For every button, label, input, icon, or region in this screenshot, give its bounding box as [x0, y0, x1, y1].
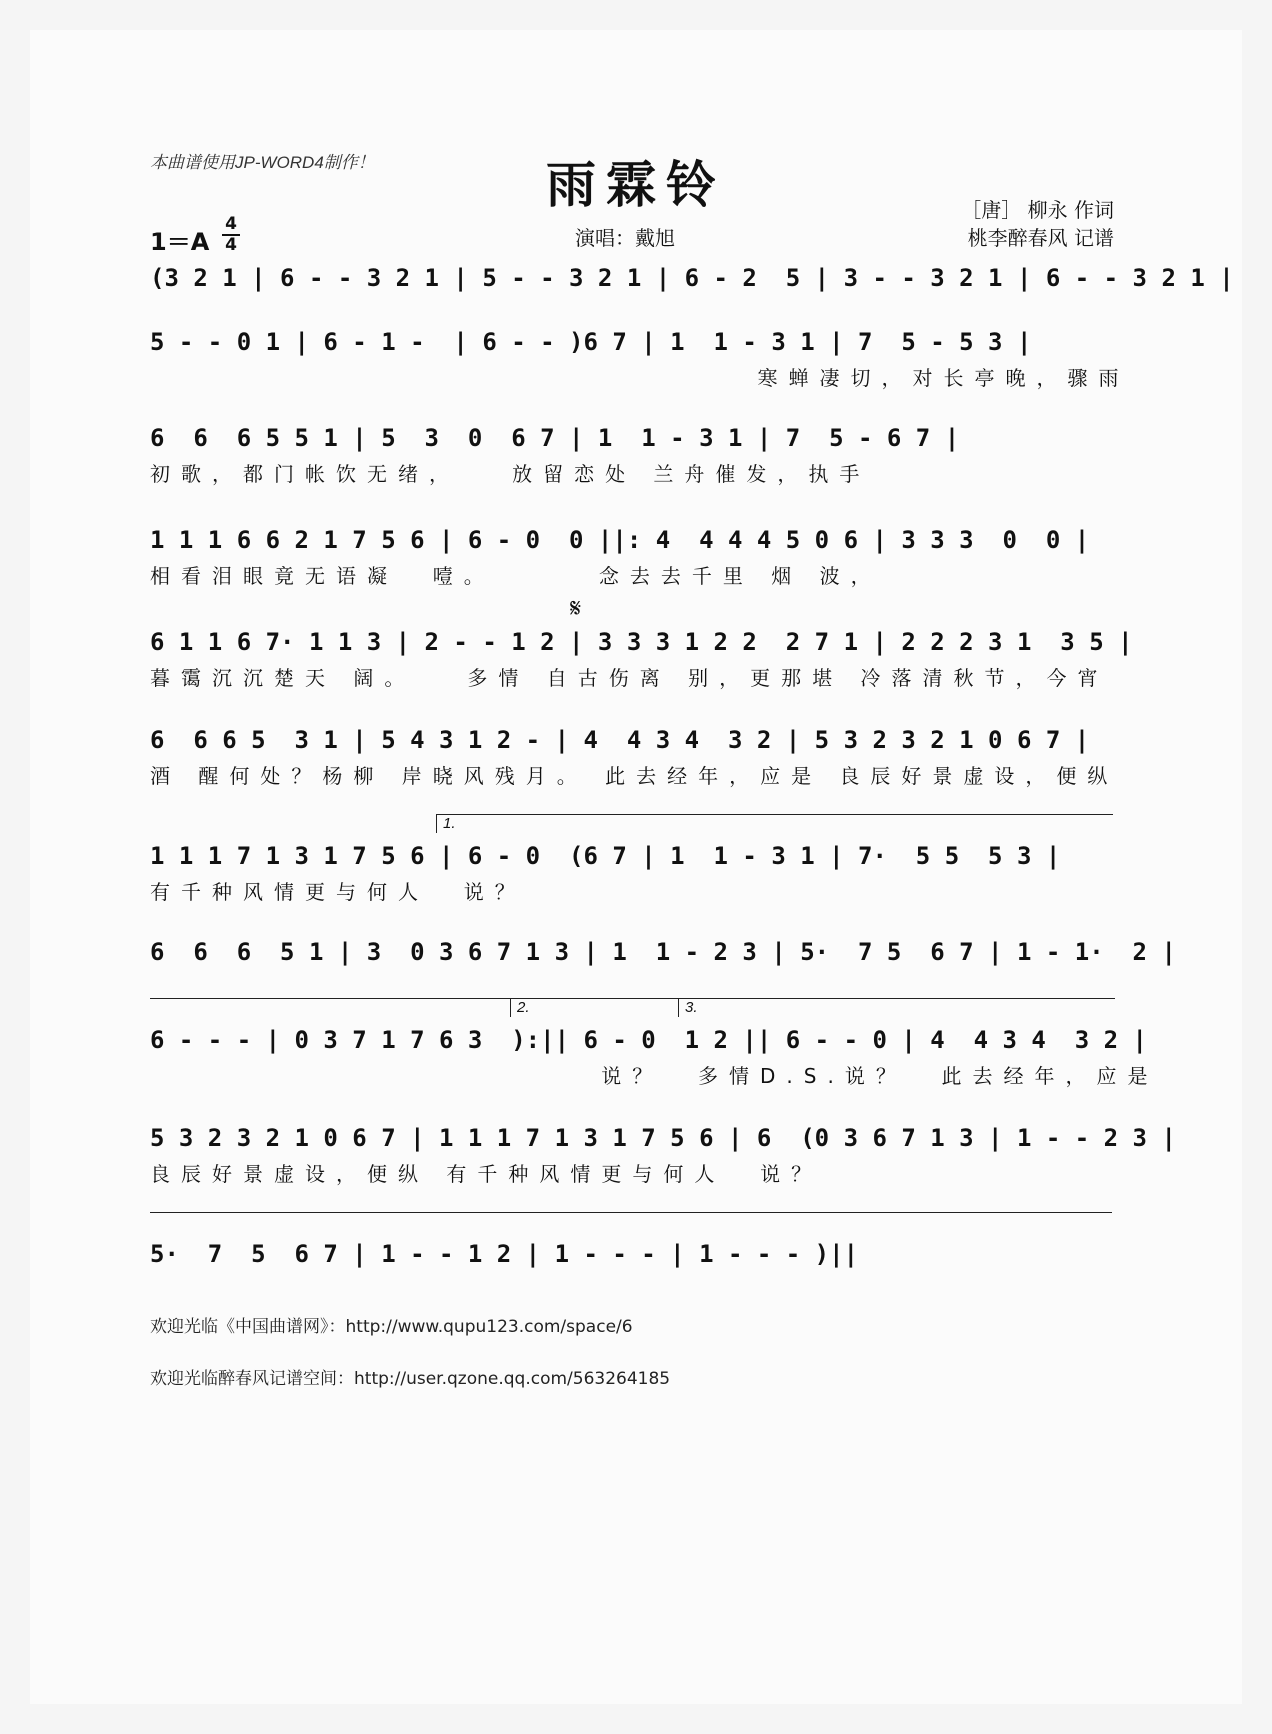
- system-11: [150, 1234, 1112, 1274]
- lyrics-line: 寒蝉凄切，对长亭晚，骤雨: [150, 366, 1130, 390]
- volta-continuation-line: [150, 1212, 1112, 1213]
- system-10: [150, 1118, 1176, 1190]
- key-signature: 1＝A: [150, 228, 210, 256]
- lyrics-line: 酒 醒何处？杨柳 岸晓风残月。 此去经年，应是 良辰好景虚设，便纵: [150, 764, 1119, 788]
- notes-line: 5 3 2 3 2 1 0 6 7 | 1 1 1 7 1 3 1 7 5 6 | 6 (0 3 6 7 1 3 | 1 - - 2 3 |: [150, 1124, 1176, 1152]
- system-8: [150, 932, 1176, 972]
- lyrics-line: 良辰好景虚设，便纵 有千种风情更与何人 说？: [150, 1162, 823, 1186]
- song-title: 雨霖铃: [546, 155, 726, 214]
- software-credit: 本曲谱使用JP-WORD4制作！: [150, 153, 375, 172]
- notes-line: 1 1 1 7 1 3 1 7 5 6 | 6 - 0 (6 7 | 1 1 - 3 1 | 7· 5 5 5 3 |: [150, 842, 1061, 870]
- volta-first-ending: [436, 814, 1113, 833]
- notes-line: 6 6 6 5 1 | 3 0 3 6 7 1 3 | 1 1 - 2 3 | 5· 7 5 6 7 | 1 - 1· 2 |: [150, 938, 1176, 966]
- footer-link-qzone: 欢迎光临醉春风记谱空间：http://user.qzone.qq.com/563264185: [150, 1369, 671, 1389]
- lyrics-line: 相看泪眼竟无语凝 噎。 念去去千里 烟 波，: [150, 564, 882, 588]
- lyrics-line: 说？ 多情D.S.说？ 此去经年，应是: [150, 1064, 1159, 1088]
- lyrics-line: 暮霭沉沉楚天 阔。 多情 自古伤离 别，更那堪 冷落清秋节，今宵: [150, 666, 1109, 690]
- system-4: [150, 520, 1112, 592]
- system-7: [150, 815, 1112, 908]
- notes-line: 6 6 6 5 3 1 | 5 4 3 1 2 - | 4 4 3 4 3 2 | 5 3 2 3 2 1 0 6 7 |: [150, 726, 1090, 754]
- volta-label: 1.: [443, 815, 456, 832]
- notator-credit: 桃李醉春风 记谱: [967, 226, 1114, 250]
- lyrics-line: 有千种风情更与何人 说？: [150, 880, 526, 904]
- time-bottom: 4: [225, 235, 237, 255]
- lyrics-line: 初歌，都门帐饮无绪， 放留恋处 兰舟催发，执手: [150, 462, 871, 486]
- volta-label: 2.: [517, 999, 530, 1016]
- system-5: [150, 594, 1133, 694]
- poet-credit: ［唐］ 柳永 作词: [961, 198, 1114, 222]
- notes-line: 6 6 6 5 5 1 | 5 3 0 6 7 | 1 1 - 3 1 | 7 5 - 6 7 |: [150, 424, 960, 452]
- volta-label: 3.: [685, 999, 698, 1016]
- volta-second-ending: [510, 998, 677, 1017]
- segno-sign: 𝄋: [570, 594, 582, 624]
- notes-line: 1 1 1 6 6 2 1 7 5 6 | 6 - 0 0 ||: 4 4 4 4 5 0 6 | 3 3 3 0 0 |: [150, 526, 1090, 554]
- system-3: [150, 418, 1112, 490]
- time-top: 4: [225, 214, 237, 234]
- system-1: [150, 258, 1234, 298]
- time-signature: [222, 216, 240, 254]
- singer-credit: 演唱：戴旭: [575, 226, 675, 250]
- system-9: [150, 999, 1159, 1092]
- system-2: [150, 322, 1130, 394]
- notes-line: 5· 7 5 6 7 | 1 - - 1 2 | 1 - - - | 1 - - - )||: [150, 1240, 859, 1268]
- notes-line: (3 2 1 | 6 - - 3 2 1 | 5 - - 3 2 1 | 6 - 2 5 | 3 - - 3 2 1 | 6 - - 3 2 1 |: [150, 264, 1234, 292]
- notes-line: 6 - - - | 0 3 7 1 7 6 3 ):|| 6 - 0 1 2 || 6 - - 0 | 4 4 3 4 3 2 |: [150, 1026, 1147, 1054]
- volta-third-ending: [678, 998, 1115, 1017]
- notes-line: 6 1 1 6 7· 1 1 3 | 2 - - 1 2 | 3 3 3 1 2 2 2 7 1 | 2 2 2 3 1 3 5 |: [150, 628, 1133, 656]
- footer-link-qupu: 欢迎光临《中国曲谱网》：http://www.qupu123.com/space/6: [150, 1317, 633, 1337]
- notes-line: 5 - - 0 1 | 6 - 1 - | 6 - - )6 7 | 1 1 - 3 1 | 7 5 - 5 3 |: [150, 328, 1032, 356]
- system-6: [150, 720, 1119, 792]
